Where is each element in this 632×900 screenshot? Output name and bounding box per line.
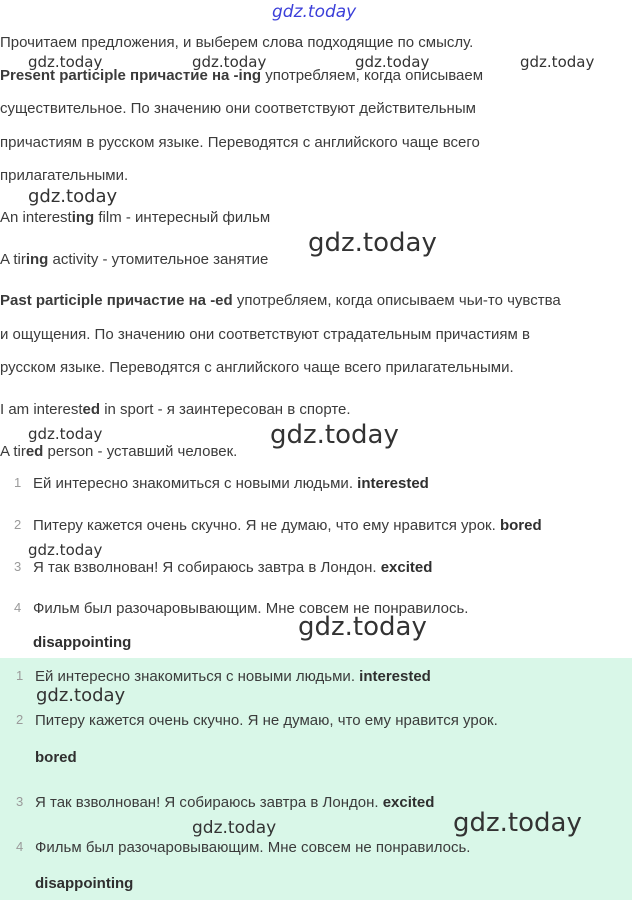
watermark: gdz.today	[28, 541, 103, 559]
example-tiring	[0, 251, 268, 268]
watermark: gdz.today	[453, 808, 582, 838]
item-answer: bored	[35, 749, 77, 766]
item-number: 3	[16, 794, 24, 809]
example-interesting	[0, 209, 270, 226]
watermark: gdz.today	[36, 685, 126, 706]
watermark: gdz.today	[28, 53, 103, 71]
item-number: 4	[14, 600, 22, 615]
item-text: Ей интересно знакомиться с новыми людьми. interested	[33, 475, 429, 492]
watermark: gdz.today	[308, 228, 437, 258]
item-answer: interested	[357, 475, 429, 492]
example-post: film - интересный фильм	[94, 209, 271, 226]
item-number: 1	[14, 475, 22, 490]
item-text: Питеру кажется очень скучно. Я не думаю, что ему нравится урок. bored	[33, 517, 542, 534]
watermark: gdz.today	[28, 425, 103, 443]
past-participle-term: Past participle причастие на -ed	[0, 292, 233, 309]
example-pre: I am interest	[0, 401, 83, 418]
item-number: 1	[16, 668, 24, 683]
example-pre: A tir	[0, 443, 26, 460]
watermark: gdz.today	[520, 53, 595, 71]
item-answer: excited	[382, 794, 435, 811]
example-tired	[0, 443, 237, 460]
example-pre: An interest	[0, 209, 72, 226]
intro-text: Прочитаем предложения, и выберем слова подходящие по смыслу.	[0, 34, 474, 51]
past-participle-line2: и ощущения. По значению они соответствуют страдательным причастиям в	[0, 326, 530, 343]
example-post: in sport - я заинтересован в спорте.	[100, 401, 351, 418]
item-text: Фильм был разочаровывающим. Мне совсем не понравилось.	[33, 600, 469, 617]
past-participle-line3: русском языке. Переводятся с английского чаще всего прилагательными.	[0, 359, 514, 376]
present-participle-line3: причастиям в русском языке. Переводятся с английского чаще всего	[0, 134, 480, 151]
present-participle-desc: употребляем, когда описываем	[261, 67, 484, 84]
past-participle-line1	[0, 292, 561, 309]
watermark: gdz.today	[192, 818, 277, 838]
example-interested	[0, 401, 351, 418]
example-pre: A tir	[0, 251, 26, 268]
item-answer: interested	[359, 668, 431, 685]
example-suffix: ed	[25, 443, 44, 460]
item-number: 2	[14, 517, 22, 532]
item-text: Фильм был разочаровывающим. Мне совсем не понравилось.	[35, 839, 471, 856]
past-participle-desc: употребляем, когда описываем чьи-то чувства	[232, 292, 561, 309]
watermark: gdz.today	[28, 186, 118, 207]
site-logo: gdz.today	[272, 2, 357, 22]
item-text: Ей интересно знакомиться с новыми людьми. interested	[35, 668, 431, 685]
present-participle-term: Present participle причастие на -ing	[0, 67, 262, 84]
watermark: gdz.today	[355, 53, 430, 71]
example-post: person - уставший человек.	[43, 443, 238, 460]
item-number: 3	[14, 559, 22, 574]
item-answer: disappointing	[33, 634, 132, 651]
item-text: Я так взволнован! Я собираюсь завтра в Лондон. excited	[33, 559, 433, 576]
example-suffix: ing	[25, 251, 49, 268]
watermark: gdz.today	[270, 420, 399, 450]
example-suffix: ing	[71, 209, 95, 226]
watermark: gdz.today	[298, 612, 427, 642]
item-number: 4	[16, 839, 24, 854]
item-answer: bored	[499, 517, 542, 534]
item-number: 2	[16, 712, 24, 727]
item-answer: excited	[380, 559, 433, 576]
present-participle-line2: существительное. По значению они соответствуют действительным	[0, 100, 476, 117]
item-answer: disappointing	[35, 875, 134, 892]
present-participle-line4: прилагательными.	[0, 167, 129, 184]
item-text: Я так взволнован! Я собираюсь завтра в Лондон. excited	[35, 794, 435, 811]
item-text: Питеру кажется очень скучно. Я не думаю, что ему нравится урок.	[35, 712, 498, 729]
example-suffix: ed	[82, 401, 101, 418]
example-post: activity - утомительное занятие	[48, 251, 269, 268]
watermark: gdz.today	[192, 53, 267, 71]
